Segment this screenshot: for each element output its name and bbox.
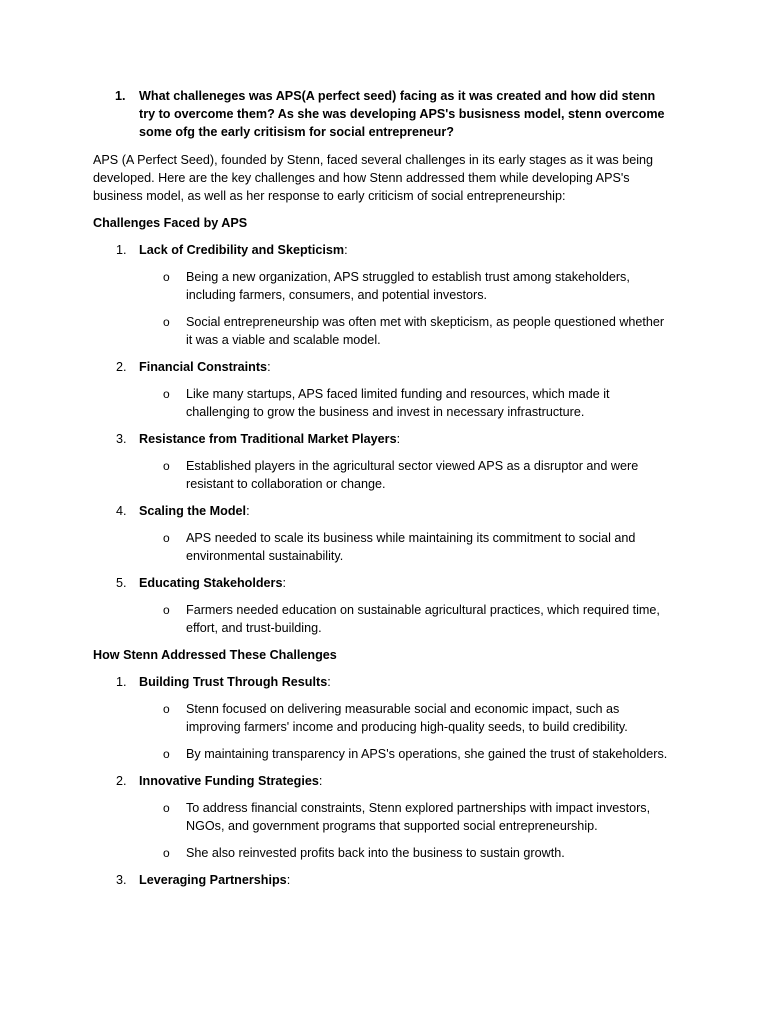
list-item <box>93 772 673 790</box>
list-item <box>93 502 673 520</box>
sub-list-item <box>93 457 673 493</box>
sub-list <box>93 799 673 862</box>
list-item-title: Scaling the Model <box>139 504 247 518</box>
list-item-number: 4. <box>116 504 127 518</box>
list-item <box>93 871 673 889</box>
section-heading-text: Challenges Faced by APS <box>93 216 248 230</box>
sub-list-text: Being a new organization, APS struggled to establish trust among stakeholders, including farmers, consumers, and potential investors. <box>186 270 630 302</box>
list-item-number: 3. <box>116 873 127 887</box>
list-item-title: Innovative Funding Strategies <box>139 774 319 788</box>
question-text: What challeneges was APS(A perfect seed) facing as it was created and how did stenn try to overcome them? As she was developing APS's busisness model, stenn overcome some ofg the early critisism for social entrepreneur? <box>139 89 665 139</box>
numbered-list <box>93 241 673 637</box>
sub-list-text: Farmers needed education on sustainable agricultural practices, which required time, effort, and trust-building. <box>186 603 660 635</box>
bullet-icon: o <box>163 603 170 617</box>
question-number: 1. <box>115 89 126 103</box>
list-item <box>93 673 673 691</box>
list-item-colon: : <box>396 432 401 446</box>
section <box>93 646 673 889</box>
sub-list <box>93 700 673 763</box>
list-item-title: Resistance from Traditional Market Players <box>139 432 397 446</box>
bullet-icon: o <box>163 747 170 761</box>
section <box>93 214 673 637</box>
sub-list-item <box>93 700 673 736</box>
list-item <box>93 574 673 592</box>
list-item-title: Educating Stakeholders <box>139 576 283 590</box>
sub-list-text: Social entrepreneurship was often met with skepticism, as people questioned whether it was a viable and scalable model. <box>186 315 665 347</box>
intro-paragraph: APS (A Perfect Seed), founded by Stenn, faced several challenges in its early stages as it was being developed. Here are the key challenges and how Stenn addressed them while developing APS's business model, as well as her response to early criticism of social entrepreneurship: <box>93 153 654 203</box>
sub-list <box>93 529 673 565</box>
section-heading-text: How Stenn Addressed These Challenges <box>93 648 337 662</box>
sub-list-item <box>93 601 673 637</box>
bullet-icon: o <box>163 459 170 473</box>
list-item-colon: : <box>327 675 331 689</box>
sub-list-item <box>93 745 673 763</box>
list-item-title: Leveraging Partnerships <box>139 873 287 887</box>
list-item-number: 2. <box>116 774 127 788</box>
sub-list-item <box>93 385 673 421</box>
document-body <box>93 87 673 898</box>
bullet-icon: o <box>163 702 170 716</box>
sub-list-item <box>93 268 673 304</box>
sub-list-text: By maintaining transparency in APS's operations, she gained the trust of stakeholders. <box>186 747 668 761</box>
section-heading <box>93 646 673 664</box>
sub-list-item <box>93 844 673 862</box>
list-item-colon: : <box>282 576 286 590</box>
bullet-icon: o <box>163 270 170 284</box>
sub-list-text: Established players in the agricultural sector viewed APS as a disruptor and were resistant to collaboration or change. <box>186 459 639 491</box>
sub-list-text: Like many startups, APS faced limited funding and resources, which made it challenging to grow the business and invest in necessary infrastructure. <box>186 387 610 419</box>
sub-list-text: To address financial constraints, Stenn explored partnerships with impact investors, NGOs, and government programs that supported social entrepreneurship. <box>186 801 651 833</box>
list-item <box>93 430 673 448</box>
sub-list-text: Stenn focused on delivering measurable social and economic impact, such as improving farmers' income and producing high-quality seeds, to build credibility. <box>186 702 628 734</box>
list-item-colon: : <box>318 774 323 788</box>
bullet-icon: o <box>163 387 170 401</box>
list-item-number: 1. <box>116 243 127 257</box>
list-item-colon: : <box>344 243 348 257</box>
list-item-colon: : <box>286 873 291 887</box>
sub-list <box>93 268 673 349</box>
list-item <box>93 358 673 376</box>
sub-list-item <box>93 529 673 565</box>
list-item-number: 5. <box>116 576 127 590</box>
bullet-icon: o <box>163 315 170 329</box>
sub-list-text: She also reinvested profits back into the business to sustain growth. <box>186 846 565 860</box>
list-item <box>93 241 673 259</box>
list-item-colon: : <box>246 504 250 518</box>
list-item-title: Building Trust Through Results <box>139 675 328 689</box>
sub-list <box>93 385 673 421</box>
bullet-icon: o <box>163 801 170 815</box>
list-item-number: 2. <box>116 360 127 374</box>
list-item-title: Financial Constraints <box>139 360 268 374</box>
sub-list-item <box>93 799 673 835</box>
list-item-title: Lack of Credibility and Skepticism <box>139 243 345 257</box>
sub-list <box>93 457 673 493</box>
question-item <box>93 87 673 141</box>
list-item-number: 3. <box>116 432 127 446</box>
sub-list-item <box>93 313 673 349</box>
numbered-list <box>93 673 673 889</box>
list-item-number: 1. <box>116 675 127 689</box>
bullet-icon: o <box>163 531 170 545</box>
bullet-icon: o <box>163 846 170 860</box>
list-item-colon: : <box>267 360 271 374</box>
sub-list-text: APS needed to scale its business while maintaining its commitment to social and environmental sustainability. <box>186 531 636 563</box>
sub-list <box>93 601 673 637</box>
section-heading <box>93 214 673 232</box>
sections-container <box>93 214 673 889</box>
